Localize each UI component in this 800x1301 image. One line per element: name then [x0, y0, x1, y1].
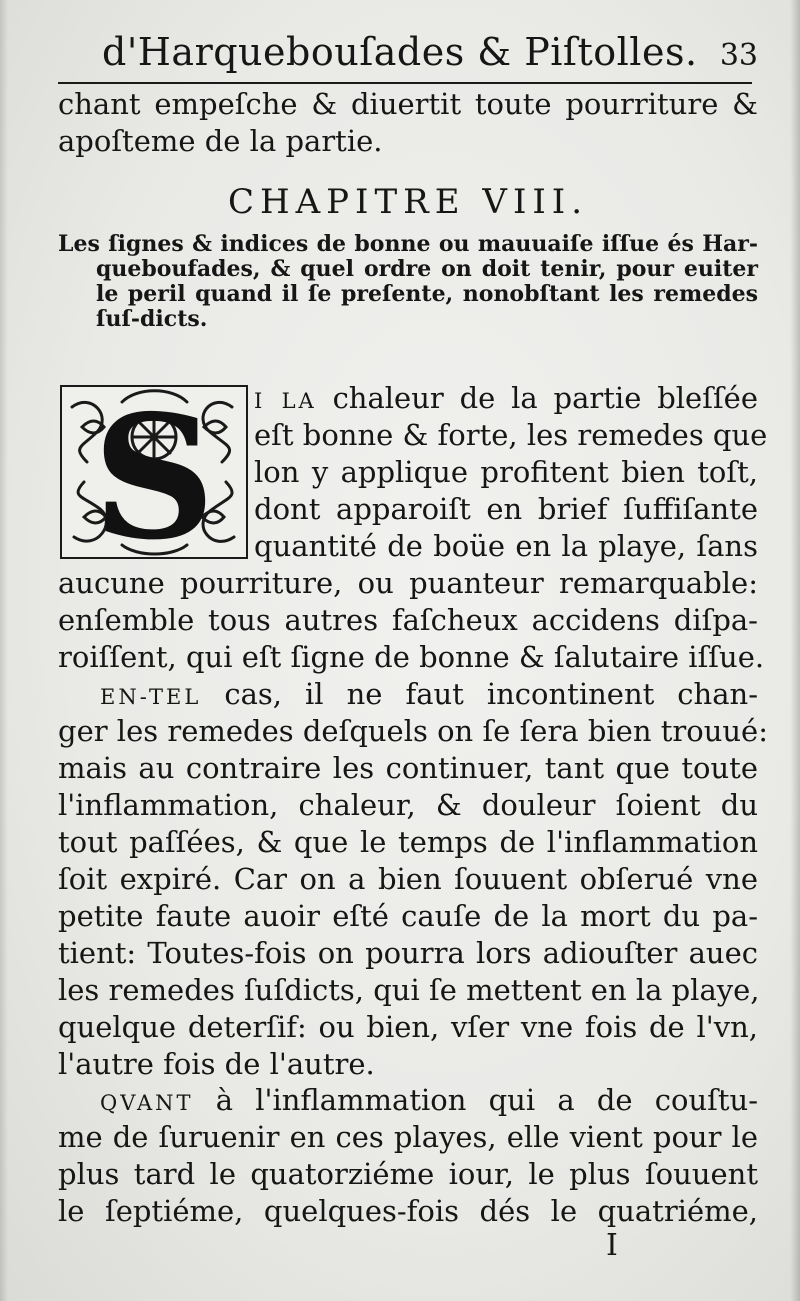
text-line: l'inflammation, chaleur, & douleur ſoient du: [58, 788, 758, 822]
text-line: quantité de boüe en la playe, ſans: [254, 529, 758, 563]
running-head: [58, 28, 758, 84]
catchword: I: [606, 1228, 618, 1263]
chapter-summary: [58, 232, 758, 332]
text-line: roiſſent, qui eſt ſigne de bonne & ſalutaire iſſue.: [58, 640, 765, 674]
text-line: eſt bonne & forte, les remedes que: [254, 418, 768, 452]
text-line: tient: Toutes-fois on pourra lors adiouſter auec: [58, 936, 758, 970]
text-line: I LA chaleur de la partie bleſſée: [254, 381, 759, 415]
paragraph-1-beside-initial: [254, 380, 768, 565]
paragraph-2: [58, 676, 768, 1083]
summary-line: queboufades, & quel ordre on doit tenir, pour euiter: [96, 256, 758, 282]
text-line: enſemble tous autres faſcheux accidens diſpa-: [58, 603, 758, 637]
summary-line: le peril quand il ſe preſente, nonobſtant les remedes: [96, 281, 758, 307]
page-edge-shadow-right: [790, 0, 800, 1301]
text-line: les remedes ſuſdicts, qui ſe mettent en la playe,: [58, 973, 760, 1007]
lead-small-caps: QVANT: [100, 1091, 194, 1115]
text-line: chant empeſche & diuertit toute pourriture &: [58, 87, 758, 121]
text-line: plus tard le quatorziéme iour, le plus ſouuent: [58, 1157, 758, 1191]
text-line: QVANT à l'inflammation qui a de couſtu-: [100, 1083, 759, 1117]
text-line: quelque deterſif: ou bien, vſer vne fois de l'vn,: [58, 1010, 758, 1044]
running-title: d'Harquebouſades & Piſtolles.: [102, 30, 698, 74]
text-line: tout paſſées, & que le temps de l'inflammation: [58, 825, 758, 859]
text-line: me de ſuruenir en ces playes, elle vient pour le: [58, 1120, 758, 1154]
text-line: ſoit expiré. Car on a bien ſouuent obſerué vne: [58, 862, 758, 896]
text-line: aucune pourriture, ou puanteur remarquable:: [58, 566, 758, 600]
decorated-initial: [60, 385, 248, 559]
paragraph-1-body: [58, 565, 765, 676]
text-line: l'autre fois de l'autre.: [58, 1047, 375, 1081]
summary-line: ſuſ-dicts.: [96, 306, 208, 332]
continuation-text: [58, 86, 758, 160]
summary-line: Les ſignes & indices de bonne ou mauuaiſe iſſue és Har-: [58, 231, 758, 257]
text-line: ger les remedes deſquels on ſe ſera bien trouué:: [58, 714, 768, 748]
text-line: apoſteme de la partie.: [58, 124, 383, 158]
text-line: lon y applique profitent bien toſt,: [254, 455, 758, 489]
chapter-title: CHAPITRE VIII.: [227, 182, 589, 222]
page-number: 33: [719, 38, 758, 73]
text-line: mais au contraire les continuer, tant que toute: [58, 751, 758, 785]
header-rule: [58, 82, 752, 84]
initial-letter: S: [92, 387, 216, 557]
paragraph-3: [58, 1082, 758, 1230]
text-line: petite faute auoir eſté cauſe de la mort du pa-: [58, 899, 758, 933]
lead-small-caps: EN-TEL: [100, 685, 202, 709]
text-line: EN-TEL cas, il ne faut incontinent chan-: [100, 677, 758, 711]
text-line: dont apparoiſt en brief ſuffiſante: [254, 492, 758, 526]
page-edge-shadow-left: [0, 0, 8, 1301]
floral-ornament-icon: [62, 387, 246, 557]
opening-small-caps: I LA: [254, 389, 317, 413]
text-line: le ſeptiéme, quelques-fois dés le quatriéme,: [58, 1194, 758, 1228]
